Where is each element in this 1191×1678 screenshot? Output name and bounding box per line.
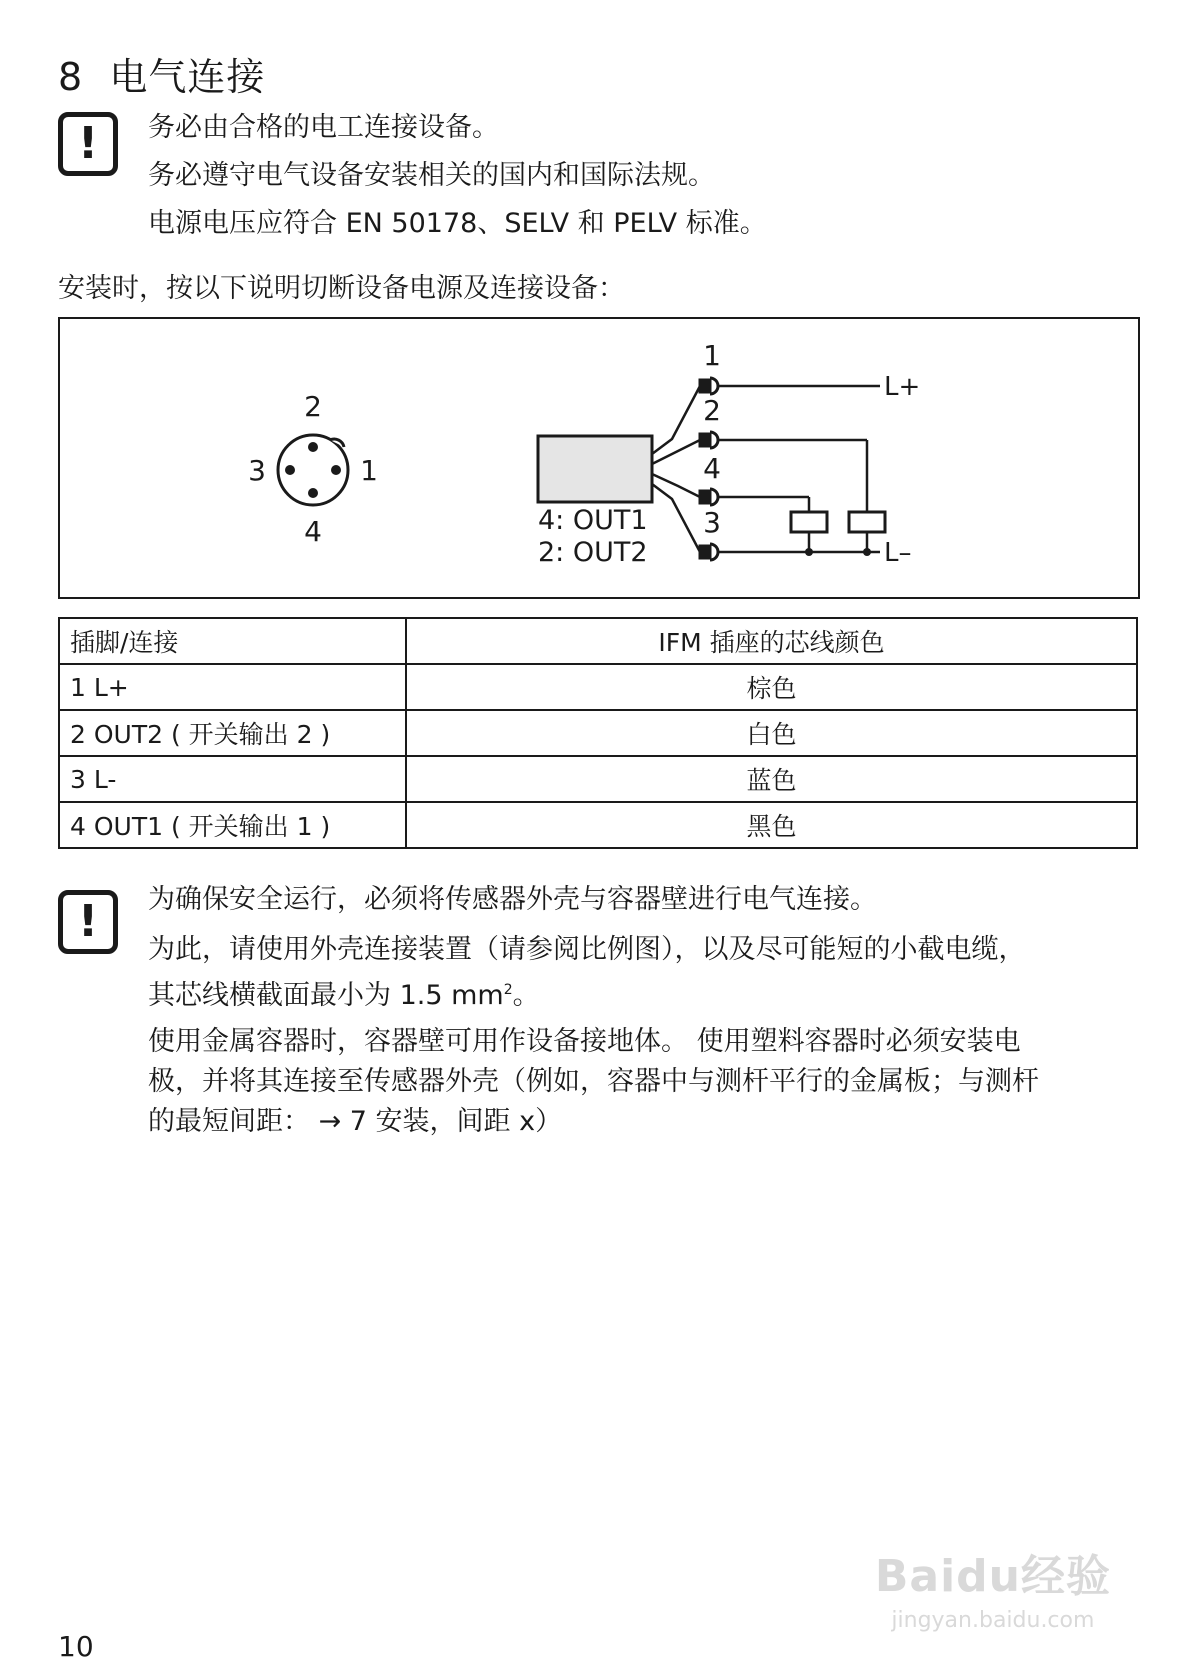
wire: [652, 474, 700, 497]
instruction-lead: 安装时，按以下说明切断设备电源及连接设备：: [58, 273, 625, 304]
connector-pin: [308, 442, 318, 452]
pin-label: 2: [304, 390, 322, 423]
table-row: [59, 664, 1137, 710]
wire-number: 3: [703, 506, 721, 539]
pin-label: 1: [360, 454, 378, 487]
wire-number: 1: [703, 339, 721, 372]
wire: [652, 440, 700, 464]
table-cell: 蓝色: [406, 756, 1137, 802]
table-cell: 3 L-: [59, 756, 406, 802]
warning-line: 电源电压应符合 EN 50178、SELV 和 PELV 标准。: [148, 208, 767, 239]
warning-icon: !: [58, 112, 118, 176]
connector-pin: [308, 488, 318, 498]
wire-number: 4: [703, 452, 721, 485]
superscript: 2: [503, 982, 513, 998]
page-number: 10: [58, 1630, 94, 1663]
table-cell: 白色: [406, 710, 1137, 756]
rail-label: L–: [884, 538, 912, 568]
pin-label: 4: [304, 515, 322, 548]
output-label: 2: OUT2: [538, 537, 648, 568]
table-header: IFM 插座的芯线颜色: [406, 618, 1137, 664]
table-cell: 1 L+: [59, 664, 406, 710]
warning-line: 极，并将其连接至传感器外壳（例如，容器中与测杆平行的金属板；与测杆: [148, 1066, 1039, 1097]
warning-line: 为确保安全运行，必须将传感器外壳与容器壁进行电气连接。: [148, 884, 877, 915]
table-cell: 棕色: [406, 664, 1137, 710]
load-resistor: [791, 512, 827, 532]
warning-line: 的最短间距： → 7 安装，间距 x）: [148, 1106, 563, 1137]
warning-line: 使用金属容器时，容器壁可用作设备接地体。 使用塑料容器时必须安装电: [148, 1026, 1021, 1057]
watermark-url: jingyan.baidu.com: [891, 1608, 1095, 1633]
wire-number: 2: [703, 394, 721, 427]
plug: [700, 380, 710, 392]
warning-text-1: [148, 108, 767, 252]
table-row: [59, 710, 1137, 756]
warning-line: 为此，请使用外壳连接装置（请参阅比例图），以及尽可能短的小截电缆，: [148, 934, 1026, 965]
watermark-brand: Baidu经验: [874, 1551, 1111, 1602]
table-header-row: [59, 618, 1137, 664]
warning-line-end: 。: [512, 980, 540, 1011]
plug: [700, 546, 710, 558]
table-row: [59, 802, 1137, 848]
pin-label: 3: [248, 454, 266, 487]
warning-line: 务必由合格的电工连接设备。: [148, 112, 499, 143]
warning-line: [148, 970, 1039, 1022]
table-cell: 4 OUT1 ( 开关输出 1 ): [59, 802, 406, 848]
plug: [700, 434, 710, 446]
output-label: 4: OUT1: [538, 505, 648, 536]
sensor-box: [538, 436, 652, 502]
warning-line-text: 其芯线横截面最小为 1.5 mm: [148, 980, 504, 1011]
table-cell: 2 OUT2 ( 开关输出 2 ): [59, 710, 406, 756]
junction-dot: [863, 548, 871, 556]
wiring-diagram: [58, 317, 1140, 599]
section-title-text: 电气连接: [109, 55, 266, 99]
connector-pin: [331, 465, 341, 475]
plug: [700, 491, 710, 503]
section-title: [58, 46, 265, 101]
warning-icon: !: [58, 890, 118, 954]
wiring-svg: [60, 319, 1142, 601]
connector-pin: [285, 465, 295, 475]
pin-table: [58, 617, 1138, 849]
warning-text-2: [148, 880, 1039, 1142]
load-resistor: [849, 512, 885, 532]
table-cell: 黑色: [406, 802, 1137, 848]
junction-dot: [805, 548, 813, 556]
table-row: [59, 756, 1137, 802]
rail-label: L+: [884, 372, 921, 402]
watermark: [875, 1540, 1111, 1633]
section-number: 8: [58, 55, 84, 99]
table-header: 插脚/连接: [59, 618, 406, 664]
warning-line: 务必遵守电气设备安装相关的国内和国际法规。: [148, 160, 715, 191]
